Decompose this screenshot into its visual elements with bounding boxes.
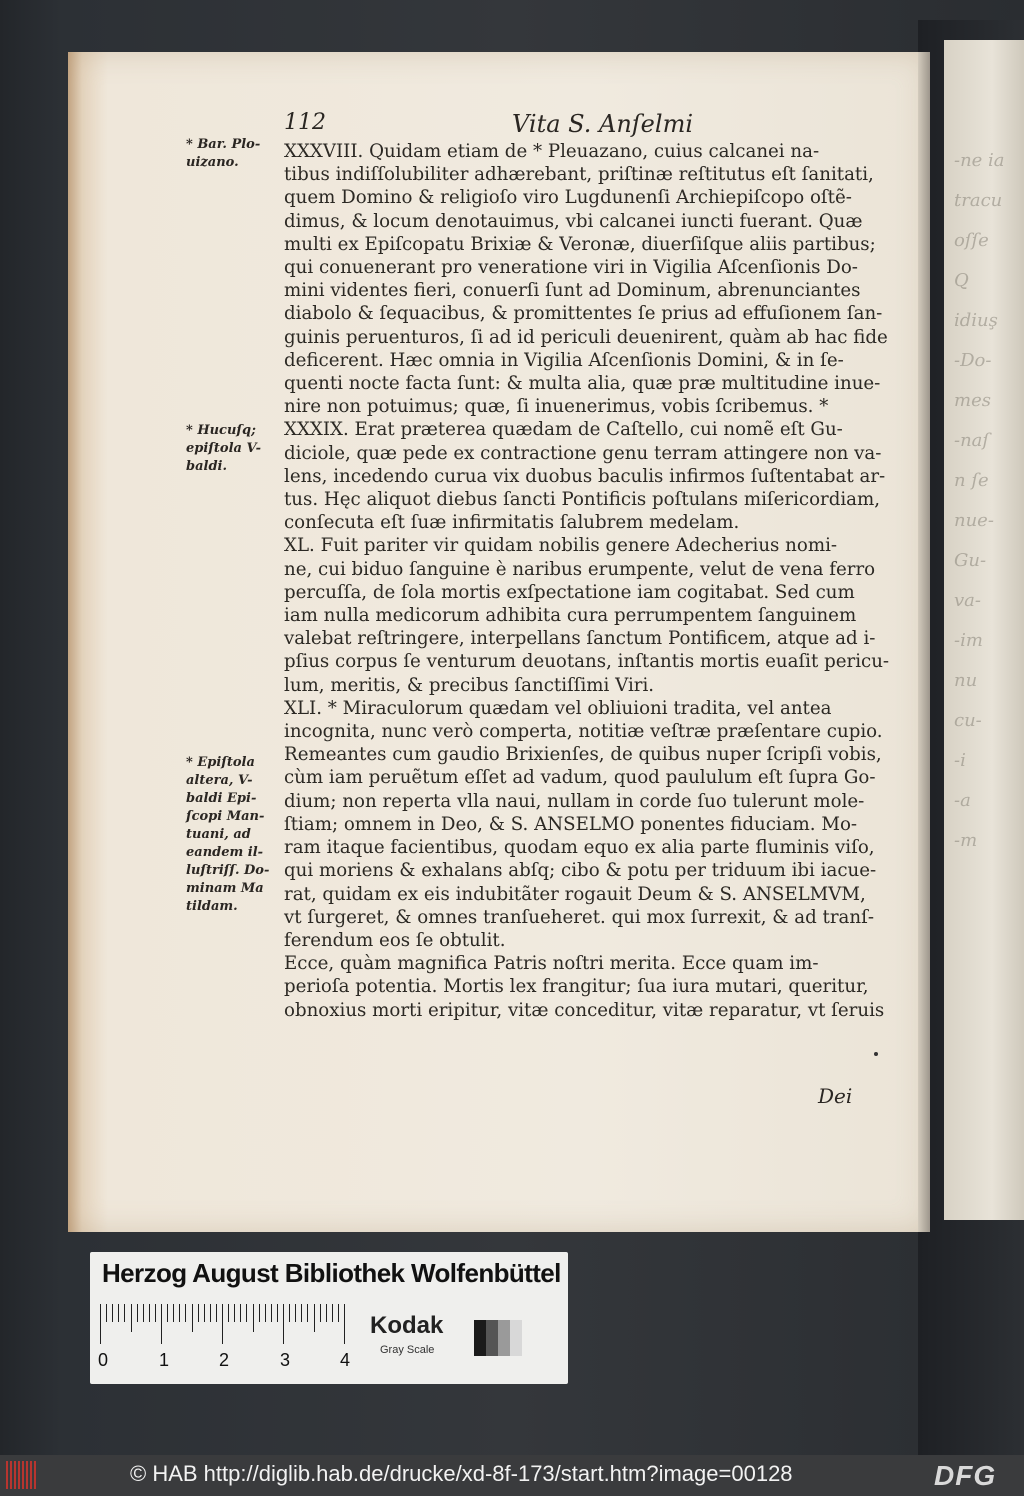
text-line: ne, cui biduo ſanguine è naribus erumpente, velut de vena ferro [284,558,876,580]
ruler-tick [100,1304,101,1344]
ruler-number: 0 [98,1350,109,1370]
text-line: guinis peruenturos, ſi ad id periculi deuenirent, quàm ab hac fide [284,326,888,348]
ruler-tick [344,1304,345,1344]
text-line: iam nulla medicorum adhibita cura perrumpentem ſanguinem [284,605,857,627]
dfg-logo: DFG [934,1460,997,1491]
ruler-tick [149,1304,150,1322]
margin-note-line: tuani, ad [186,827,251,842]
ruler-tick [198,1304,199,1322]
adjacent-text-fragment: -ne ia [954,150,1005,171]
library-name: Herzog August Bibliothek Wolfenbüttel [102,1258,561,1288]
catchword: Dei [818,1084,853,1108]
ruler-tick [161,1304,162,1344]
margin-note-line: * Bar. Plo- [186,137,261,152]
adjacent-text-fragment: nu [954,670,978,691]
ruler-tick [118,1304,119,1322]
margin-note-line: * Hucuſq; [186,423,256,438]
ruler-tick [246,1304,247,1322]
ruler-tick [283,1304,284,1344]
viewer-footer [0,1455,1024,1496]
text-line: ferendum eos ſe obtulit. [284,929,506,951]
ruler-tick [265,1304,266,1322]
ruler-tick [259,1304,260,1322]
text-line: diabolo & ſequacibus, & promittentes ſe prius ad effuſionem ſan- [284,303,883,325]
margin-note-line: baldi Epi- [186,791,257,806]
adjacent-text-fragment: -naſ [954,430,990,451]
text-line: qui moriens & exhalans abſq; cibo & potu per triduum ibi iacue- [284,860,877,882]
body-text [284,140,894,1022]
margin-note-2 [186,422,261,476]
text-line: quem Domino & religioſo viro Lugdunenſi Archiepiſcopo oſtẽ- [284,187,852,209]
hab-logo-icon [6,1461,36,1489]
text-line: tus. Hęc aliquot diebus ſancti Pontificis poſtulans miſericordiam, [284,489,881,511]
adjacent-text-fragment: Q [954,270,969,291]
gray-swatch [486,1320,498,1356]
adjacent-text-fragment: tracu [954,190,1003,211]
margin-note-line: epiſtola V- [186,441,261,456]
text-line: perioſa potentia. Mortis lex frangitur; ſua iura mutari, queritur, [284,976,869,998]
text-line: conſecuta eſt ſuæ infirmitatis ſalubrem medelam. [284,512,740,534]
adjacent-text-fragment: Gu- [954,550,987,571]
ruler-tick [216,1304,217,1322]
text-line: pſius corpus ſe venturum deuotans, inſtantis mortis euaſit pericu- [284,651,890,673]
margin-note-line: minam Ma [186,881,264,896]
text-line: quenti nocte facta ſunt: & multa alia, quæ præ multitudine inue- [284,373,881,395]
text-line: Remeantes cum gaudio Brixienſes, de quibus nuper ſcripſi vobis, [284,744,882,766]
gray-swatch [498,1320,510,1356]
adjacent-text-fragment: idiuş [954,310,998,331]
ruler-number: 3 [280,1350,291,1370]
margin-note-line: eandem il- [186,845,264,860]
adjacent-text-fragment: -im [954,630,983,651]
text-line: valebat reſtringere, interpellans ſanctum Pontificem, atque ad i- [284,628,876,650]
text-line: ſtiam; omnem in Deo, & S. ANSELMO ponentes fiduciam. Mo- [284,813,858,835]
text-line: vt ſurgeret, & omnes tranſueheret. qui mox ſurrexit, & ad tranſ- [284,906,874,928]
text-line: obnoxius morti eripitur, vitæ conceditur, vitæ reparatur, vt ſeruis [284,999,885,1021]
running-title: Vita S. Anſelmi [512,110,693,138]
kodak-logo: Kodak [370,1312,444,1339]
text-line: XLI. * Miraculorum quædam vel obliuioni tradita, vel antea [284,697,832,719]
ruler-tick [277,1304,278,1322]
adjacent-text-fragment: va- [954,590,981,611]
ruler-tick [124,1304,125,1322]
ruler-tick [234,1304,235,1322]
text-line: XXXIX. Erat præterea quædam de Caſtello, cui nomẽ eſt Gu- [284,419,843,441]
adjacent-text-fragment: mes [954,390,991,411]
scale-ruler [100,1304,356,1348]
text-line: mini videntes fieri, conuerſi ſunt ad Dominum, abrenunciantes [284,280,861,302]
margin-note-line: baldi. [186,459,228,474]
text-line: deficerent. Hæc omnia in Vigilia Aſcenſionis Domini, & in ſe- [284,349,844,371]
ruler-tick [167,1304,168,1322]
ruler-tick [228,1304,229,1322]
ruler-tick [307,1304,308,1322]
ruler-tick [271,1304,272,1322]
adjacent-text-fragment: nue- [954,510,994,531]
source-link[interactable]: © HAB http://diglib.hab.de/drucke/xd-8f-173/start.htm?image=00128 [130,1461,793,1486]
margin-note-1 [186,136,260,172]
ruler-tick [173,1304,174,1322]
gray-swatch [510,1320,522,1356]
text-line: qui conuenerant pro veneratione viri in Vigilia Aſcenſionis Do- [284,257,858,279]
margin-note-line: uizano. [186,155,239,170]
ruler-tick [222,1304,223,1344]
ruler-tick [295,1304,296,1322]
ruler-tick [332,1304,333,1322]
margin-note-line: * Epiſtola [186,755,255,770]
text-line: incognita, nunc verò comperta, notitiæ veſtræ præſentare cupio. [284,721,883,743]
adjacent-text-fragment: -i [954,750,966,771]
margin-note-3 [186,754,269,916]
text-line: dium; non reperta vlla naui, nullam in corde ſuo tulerunt mole- [284,790,865,812]
text-line: nire non potuimus; quæ, ſi inuenerimus, vobis ſcribemus. * [284,396,829,418]
adjacent-text-fragment: -Do- [954,350,992,371]
ruler-tick [289,1304,290,1322]
text-line: tibus indiſſolubiliter adhærebant, priſtinæ reſtitutus eſt ſanitati, [284,164,874,186]
ruler-tick [106,1304,107,1322]
adjacent-page-fragment [944,40,1024,1220]
margin-note-line: altera, V- [186,773,253,788]
text-line: percuſſa, de ſola mortis exſpectatione iam cogitabat. Sed cum [284,581,855,603]
text-line: Ecce, quàm magnifica Patris noſtri merita. Ecce quam im- [284,953,819,975]
text-line: diciole, quæ pede ex contractione genu terram attingere non va- [284,442,882,464]
page-number: 112 [284,110,326,135]
color-calibration-card [90,1252,568,1384]
margin-note-line: ſcopi Man- [186,809,265,824]
text-line: XL. Fuit pariter vir quidam nobilis genere Adecherius nomi- [284,535,838,557]
ruler-tick [320,1304,321,1322]
text-line: lum, meritis, & precibus ſanctiſſimi Viri. [284,674,655,696]
text-line: cùm iam peruẽtum eſſet ad vadum, quod paululum eſt ſupra Go- [284,767,876,789]
ruler-tick [155,1304,156,1322]
adjacent-text-fragment: -m [954,830,978,851]
page-edge [918,52,930,1232]
ruler-tick [185,1304,186,1322]
adjacent-text-fragment: -a [954,790,971,811]
ruler-tick [179,1304,180,1322]
ruler-tick [240,1304,241,1322]
ruler-tick [253,1304,254,1332]
adjacent-text-fragment: n ſe [954,470,989,491]
text-line: multi ex Epiſcopatu Brixiæ & Veronæ, diuerſiſque aliis partibus; [284,233,876,255]
ruler-tick [301,1304,302,1322]
ruler-tick [112,1304,113,1322]
adjacent-text-fragment: oſſe [954,230,989,251]
ruler-tick [210,1304,211,1322]
margin-note-line: luſtriſſ. Do- [186,863,270,878]
ruler-tick [338,1304,339,1322]
ruler-number: 2 [219,1350,230,1370]
gray-swatch [474,1320,486,1356]
book-page [68,52,928,1232]
text-line: dimus, & locum denotauimus, vbi calcanei iuncti fuerant. Quæ [284,210,863,232]
ruler-tick [131,1304,132,1332]
text-line: ram itaque facientibus, quodam equo ex alia parte fluminis viſo, [284,837,875,859]
ink-dot [874,1052,878,1056]
gray-scale-label: Gray Scale [380,1344,435,1356]
ruler-tick [137,1304,138,1322]
adjacent-text-fragment: cu- [954,710,982,731]
ruler-tick [204,1304,205,1322]
ruler-tick [326,1304,327,1322]
ruler-tick [143,1304,144,1322]
text-line: lens, incedendo curua vix duobus baculis infirmos ſuſtentabat ar- [284,465,886,487]
ruler-tick [314,1304,315,1332]
margin-note-line: tildam. [186,899,238,914]
ruler-number: 1 [159,1350,170,1370]
ruler-tick [192,1304,193,1332]
text-line: rat, quidam ex eis indubitãter rogauit Deum & S. ANSELMVM, [284,883,866,905]
ruler-number: 4 [340,1350,351,1370]
text-line: XXXVIII. Quidam etiam de * Pleuazano, cuius calcanei na- [284,141,820,162]
